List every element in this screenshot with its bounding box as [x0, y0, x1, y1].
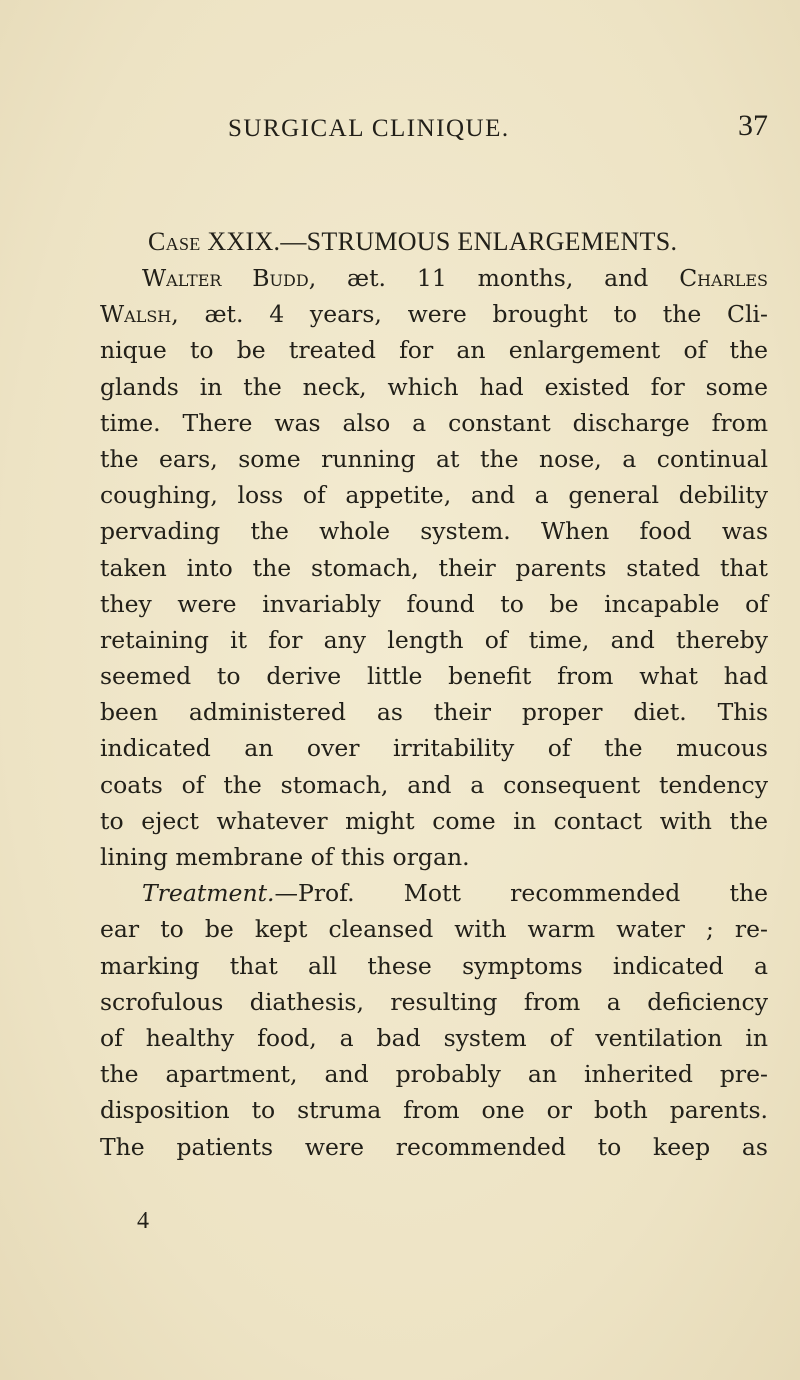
paragraph2-line: disposition to struma from one or both parents.	[100, 1096, 768, 1125]
paragraph2-line: the apartment, and probably an inherited pre-	[100, 1060, 768, 1089]
paragraph1-line-2-text: æt. 4 years, were brought to the Cli-	[178, 300, 768, 329]
paragraph1-line: lining membrane of this organ.	[100, 843, 470, 871]
paragraph2-line: of healthy food, a bad system of ventilation in	[100, 1023, 768, 1052]
paragraph1-line: indicated an over irritability of the mucous	[100, 734, 768, 763]
case-heading-title: XXIX.—STRUMOUS ENLARGEMENTS.	[200, 227, 678, 256]
body-text	[100, 260, 768, 1165]
case-heading-prefix: Case	[148, 227, 201, 256]
signature-mark: 4	[137, 1208, 149, 1234]
paragraph2-line: ear to be kept cleansed with warm water ; re-	[100, 915, 768, 944]
paragraph1-line-2	[100, 296, 768, 332]
paragraph1-line: the ears, some running at the nose, a continual	[100, 444, 768, 473]
paragraph1-line: retaining it for any length of time, and thereby	[100, 625, 768, 654]
paragraph1-line: nique to be treated for an enlargement of the	[100, 336, 768, 365]
paragraph1-line-1	[100, 260, 768, 296]
paragraph1-line: coats of the stomach, and a consequent tendency	[100, 770, 768, 799]
running-title: SURGICAL CLINIQUE.	[228, 115, 510, 142]
treatment-lead: Treatment.	[142, 879, 275, 908]
paragraph1-line-1-text: æt. 11 months, and	[316, 264, 680, 292]
paragraph1-line: coughing, loss of appetite, and a general debility	[100, 481, 768, 510]
paragraph1-line: been administered as their proper diet. This	[100, 698, 768, 727]
paragraph2-line-1-text: —Prof. Mott recommended the	[274, 879, 768, 908]
paragraph1-line: glands in the neck, which had existed for some	[100, 372, 768, 401]
paragraph2-line: marking that all these symptoms indicated a	[100, 951, 768, 980]
paragraph1-line: to eject whatever might come in contact with the	[100, 806, 768, 835]
paragraph2-line: The patients were recommended to keep as	[100, 1132, 768, 1161]
paragraph1-line: they were invariably found to be incapable of	[100, 589, 768, 618]
paragraph1-line: pervading the whole system. When food was	[100, 517, 768, 546]
paragraph2-line-1	[100, 875, 768, 911]
patient-name-1: Walter Budd,	[142, 264, 317, 292]
paragraph1-line: taken into the stomach, their parents stated that	[100, 553, 768, 582]
patient-name-2-first: Charles	[679, 264, 769, 292]
paragraph2-line: scrofulous diathesis, resulting from a deficiency	[100, 987, 768, 1016]
page-number: 37	[738, 109, 768, 142]
paragraph1-line: seemed to derive little benefit from what had	[100, 662, 768, 691]
paragraph1-line: time. There was also a constant discharge from	[100, 408, 768, 437]
running-head	[0, 109, 800, 147]
patient-name-2-last: Walsh,	[100, 300, 179, 329]
case-heading	[148, 227, 768, 257]
